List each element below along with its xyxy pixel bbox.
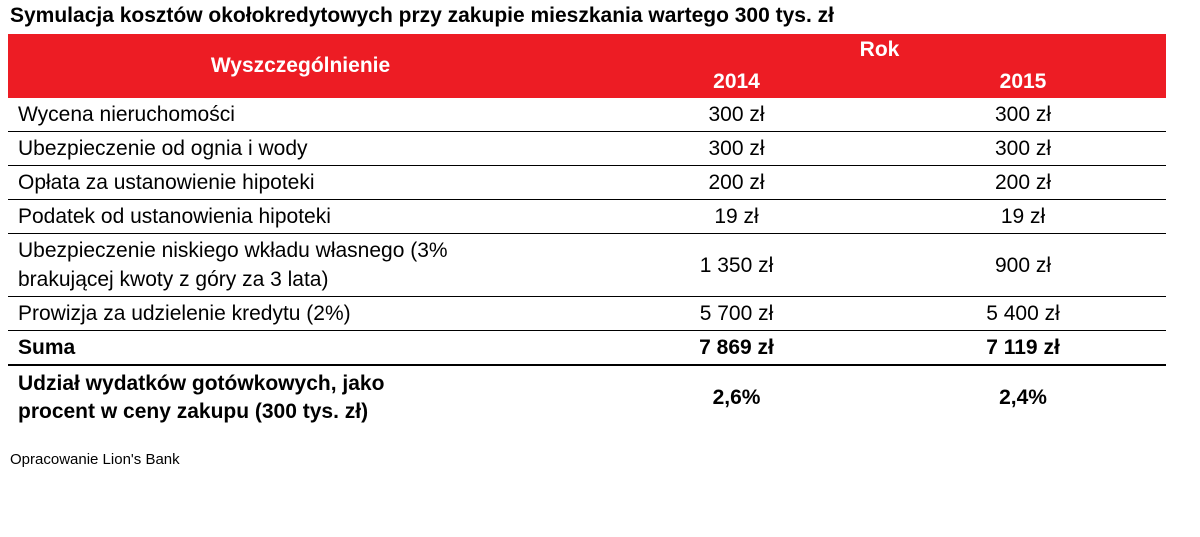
value-2015: 300 zł — [880, 132, 1166, 166]
value-2015: 19 zł — [880, 200, 1166, 234]
share-label-line: procent w ceny zakupu (300 tys. zł) — [18, 400, 369, 423]
table-row — [8, 200, 1166, 234]
share-label-line: Udział wydatków gotówkowych, jako — [18, 372, 385, 395]
share-2014: 2,6% — [712, 386, 761, 409]
row-label: Prowizja za udzielenie kredytu (2%) — [8, 297, 593, 331]
value-2014: 300 zł — [593, 132, 880, 166]
value-2015: 200 zł — [880, 166, 1166, 200]
value-2015: 5 400 zł — [880, 297, 1166, 331]
sum-label: Suma — [8, 331, 593, 366]
table-header — [8, 34, 1166, 98]
value-2014: 300 zł — [593, 98, 880, 132]
table-row — [8, 234, 1166, 297]
header-description: Wyszczególnienie — [8, 34, 593, 98]
cost-table — [8, 34, 1166, 430]
header-year-group: Rok — [593, 34, 1166, 66]
row-label-line: brakującej kwoty z góry za 3 lata) — [18, 268, 329, 291]
row-label: Wycena nieruchomości — [8, 98, 593, 132]
row-label: Podatek od ustanowienia hipoteki — [8, 200, 593, 234]
table-title: Symulacja kosztów okołokredytowych przy zakupie mieszkania wartego 300 tys. zł — [10, 4, 834, 27]
row-label: Ubezpieczenie od ognia i wody — [8, 132, 593, 166]
value-2015: 300 zł — [880, 98, 1166, 132]
sum-2015: 7 119 zł — [880, 331, 1166, 366]
table-body — [8, 98, 1166, 430]
table-row — [8, 297, 1166, 331]
row-label: Opłata za ustanowienie hipoteki — [8, 166, 593, 200]
value-2014: 5 700 zł — [593, 297, 880, 331]
sum-2014: 7 869 zł — [593, 331, 880, 366]
source-note: Opracowanie Lion's Bank — [10, 451, 180, 468]
value-2014: 200 zł — [593, 166, 880, 200]
value-2014: 19 zł — [593, 200, 880, 234]
table-row — [8, 98, 1166, 132]
header-year-2014: 2014 — [593, 66, 880, 98]
value-2015: 900 zł — [880, 234, 1166, 297]
share-label — [8, 365, 593, 430]
value-2014: 1 350 zł — [593, 234, 880, 297]
sum-row — [8, 331, 1166, 366]
table-row — [8, 132, 1166, 166]
share-2015: 2,4% — [999, 386, 1047, 409]
share-row — [8, 365, 1166, 430]
row-label — [8, 234, 593, 297]
table-row — [8, 166, 1166, 200]
row-label-line: Ubezpieczenie niskiego wkładu własnego (3% — [18, 239, 448, 262]
header-year-2015: 2015 — [880, 66, 1166, 98]
